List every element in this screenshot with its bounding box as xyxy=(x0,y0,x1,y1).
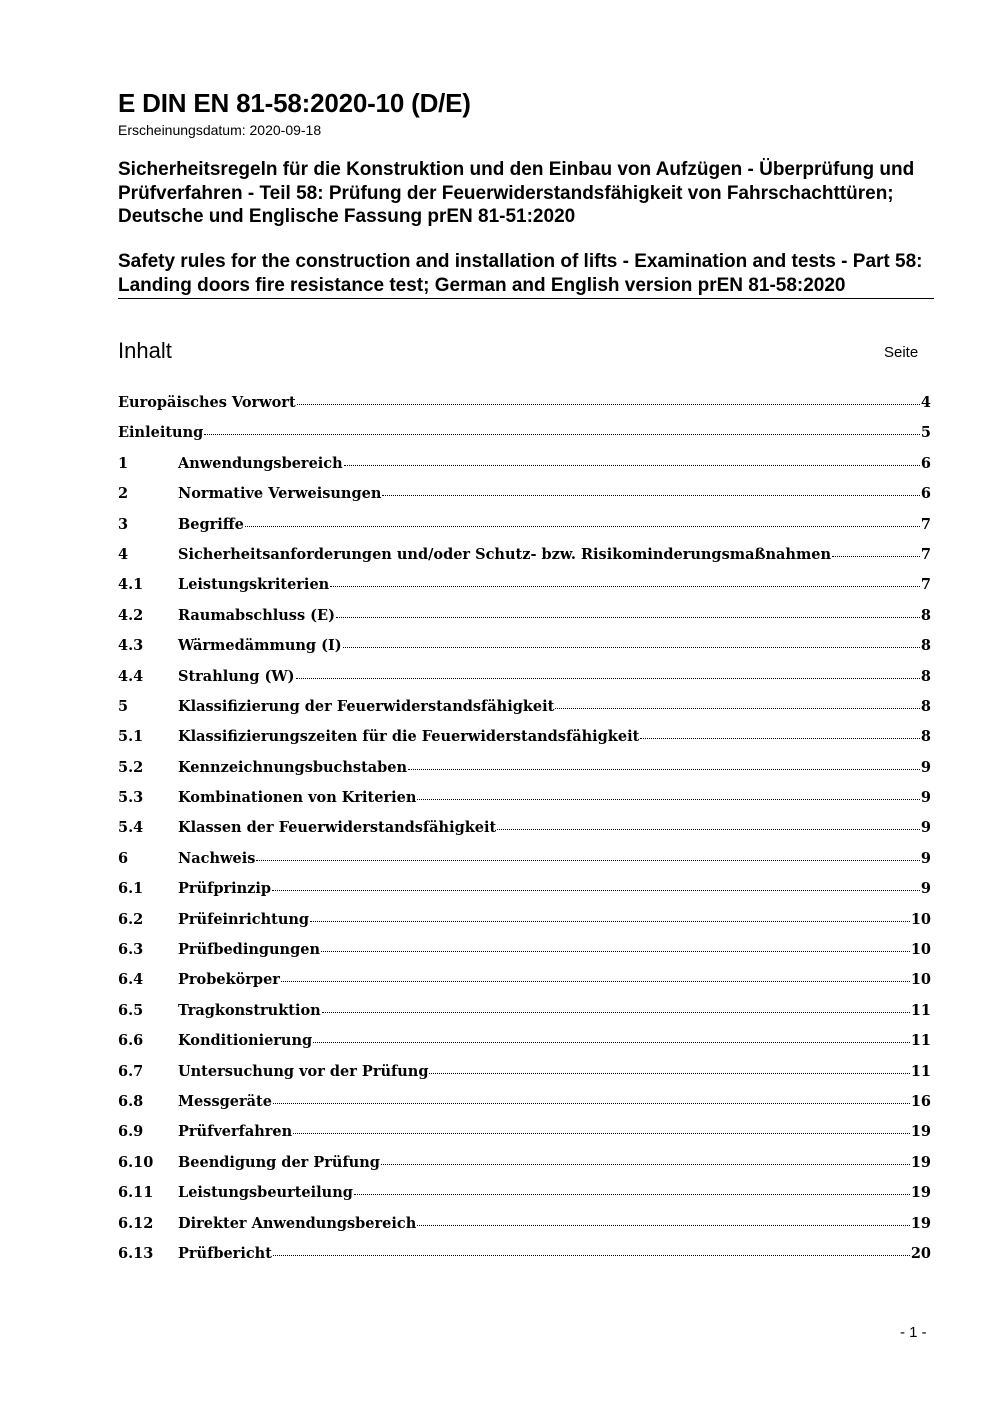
toc-dot-leader xyxy=(297,404,920,405)
toc-entry-page: 19 xyxy=(910,1184,931,1202)
toc-entry[interactable] xyxy=(118,1002,931,1032)
toc-entry[interactable] xyxy=(118,698,931,728)
toc-entry[interactable] xyxy=(118,1245,931,1275)
toc-dot-leader xyxy=(354,1194,910,1195)
toc-entry-number: 6 xyxy=(118,849,129,867)
title-german: Sicherheitsregeln für die Konstruktion und den Einbau von Aufzügen - Überprüfung und Prüfverfahren - Teil 58: Prüfung der Feuerwiderstandsfähigkeit von Fahrschachttüren; Deutsche und Englische Fassung prEN 81-51:2020 xyxy=(118,159,915,227)
toc-entry-title: Kennzeichnungsbuchstaben xyxy=(178,758,408,776)
toc-entry-page: 4 xyxy=(920,394,931,411)
toc-entry-page: 6 xyxy=(920,454,931,472)
toc-entry-page: 10 xyxy=(910,971,931,989)
toc-entry-title: Anwendungsbereich xyxy=(178,454,343,472)
toc-entry-number: 6.7 xyxy=(118,1062,144,1080)
toc-dot-leader xyxy=(296,678,920,679)
toc-entry-page: 9 xyxy=(920,849,931,867)
toc-entry-number: 5.1 xyxy=(118,728,144,746)
toc-entry-title: Raumabschluss (E) xyxy=(178,606,335,624)
title-english: Safety rules for the construction and installation of lifts - Examination and tests - Part 58: Landing doors fire resistance test; German and English version prEN 81-58:2020 xyxy=(118,251,923,296)
toc-entry[interactable] xyxy=(118,759,931,789)
toc-dot-leader xyxy=(245,526,920,527)
toc-entry-number: 6.11 xyxy=(118,1184,154,1202)
toc-dot-leader xyxy=(273,1255,910,1256)
toc-dot-leader xyxy=(429,1073,909,1074)
toc-entry[interactable] xyxy=(118,1063,931,1093)
toc-entry[interactable] xyxy=(118,1215,931,1245)
toc-page-column-label: Seite xyxy=(884,344,919,361)
toc-entry-page: 11 xyxy=(910,1062,931,1080)
toc-dot-leader xyxy=(313,1042,910,1043)
toc-entry-number: 6.13 xyxy=(118,1244,154,1262)
toc-entry-title: Tragkonstruktion xyxy=(178,1001,321,1019)
toc-entry-title: Normative Verweisungen xyxy=(178,485,382,503)
toc-entry[interactable] xyxy=(118,1032,931,1062)
toc-entry-page: 20 xyxy=(910,1244,931,1262)
toc-entry-number: 4.1 xyxy=(118,576,144,594)
toc-entry-number: 5.2 xyxy=(118,758,144,776)
toc-entry-title: Strahlung (W) xyxy=(178,667,295,685)
toc-entry-title: Wärmedämmung (I) xyxy=(178,637,342,655)
toc-entry-title: Europäisches Vorwort xyxy=(118,394,296,411)
toc-entry-title: Prüfbedingungen xyxy=(178,941,321,959)
toc-entry-number: 2 xyxy=(118,485,129,503)
toc-dot-leader xyxy=(417,799,920,800)
toc-dot-leader xyxy=(281,981,910,982)
table-of-contents xyxy=(118,394,931,1275)
toc-entry-title: Probekörper xyxy=(178,971,280,989)
toc-entry-title: Klassifizierungszeiten für die Feuerwiderstandsfähigkeit xyxy=(178,728,640,746)
toc-entry[interactable] xyxy=(118,607,931,637)
toc-entry-number: 6.10 xyxy=(118,1153,154,1171)
toc-entry-page: 8 xyxy=(920,728,931,746)
toc-dot-leader xyxy=(382,495,920,496)
toc-dot-leader xyxy=(832,556,920,557)
toc-entry-title: Beendigung der Prüfung xyxy=(178,1153,380,1171)
toc-entry-title: Untersuchung vor der Prüfung xyxy=(178,1062,429,1080)
toc-dot-leader xyxy=(330,586,920,587)
toc-entry[interactable] xyxy=(118,637,931,667)
toc-entry[interactable] xyxy=(118,941,931,971)
toc-entry-page: 16 xyxy=(910,1092,931,1110)
toc-entry-page: 9 xyxy=(920,880,931,898)
toc-dot-leader xyxy=(322,1012,910,1013)
toc-entry-title: Prüfverfahren xyxy=(178,1123,293,1141)
toc-entry-number: 5.3 xyxy=(118,789,144,807)
toc-entry[interactable] xyxy=(118,455,931,485)
toc-entry-number: 6.12 xyxy=(118,1214,154,1232)
toc-dot-leader xyxy=(343,647,920,648)
toc-entry[interactable] xyxy=(118,424,931,454)
toc-entry-page: 6 xyxy=(920,485,931,503)
document-code: E DIN EN 81-58:2020-10 (D/E) xyxy=(118,88,471,118)
title-divider xyxy=(118,298,934,299)
toc-entry[interactable] xyxy=(118,576,931,606)
toc-entry[interactable] xyxy=(118,850,931,880)
toc-dot-leader xyxy=(497,829,920,830)
toc-entry-number: 6.8 xyxy=(118,1092,144,1110)
toc-entry-number: 6.3 xyxy=(118,941,144,959)
toc-dot-leader xyxy=(310,921,910,922)
toc-entry[interactable] xyxy=(118,516,931,546)
toc-dot-leader xyxy=(293,1133,910,1134)
toc-entry[interactable] xyxy=(118,911,931,941)
publication-date: Erscheinungsdatum: 2020-09-18 xyxy=(118,122,322,138)
toc-entry[interactable] xyxy=(118,1154,931,1184)
toc-entry-number: 6.6 xyxy=(118,1032,144,1050)
toc-entry-page: 19 xyxy=(910,1123,931,1141)
toc-entry-page: 19 xyxy=(910,1214,931,1232)
toc-entry-page: 8 xyxy=(920,637,931,655)
toc-entry-number: 6.2 xyxy=(118,910,144,928)
toc-entry-number: 6.4 xyxy=(118,971,144,989)
toc-dot-leader xyxy=(204,434,920,435)
toc-dot-leader xyxy=(408,769,920,770)
toc-entry-title: Prüfprinzip xyxy=(178,880,272,898)
toc-entry-title: Messgeräte xyxy=(178,1092,272,1110)
toc-entry[interactable] xyxy=(118,485,931,515)
toc-entry[interactable] xyxy=(118,668,931,698)
toc-entry-title: Konditionierung xyxy=(178,1032,313,1050)
toc-entry[interactable] xyxy=(118,1184,931,1214)
toc-entry-page: 9 xyxy=(920,789,931,807)
toc-entry[interactable] xyxy=(118,971,931,1001)
toc-entry[interactable] xyxy=(118,880,931,910)
toc-entry-page: 11 xyxy=(910,1032,931,1050)
toc-dot-leader xyxy=(321,951,910,952)
toc-entry-page: 11 xyxy=(910,1001,931,1019)
toc-entry-title: Klassen der Feuerwiderstandsfähigkeit xyxy=(178,819,497,837)
toc-entry-page: 8 xyxy=(920,667,931,685)
toc-dot-leader xyxy=(273,1103,910,1104)
toc-entry[interactable] xyxy=(118,1093,931,1123)
toc-entry-number: 3 xyxy=(118,515,129,533)
toc-entry-page: 10 xyxy=(910,941,931,959)
toc-entry-title: Klassifizierung der Feuerwiderstandsfähigkeit xyxy=(178,697,555,715)
toc-heading: Inhalt xyxy=(118,338,172,363)
toc-entry-title: Sicherheitsanforderungen und/oder Schutz- bzw. Risikominderungsmaßnahmen xyxy=(178,545,832,563)
toc-entry-page: 7 xyxy=(920,545,931,563)
toc-entry-number: 6.9 xyxy=(118,1123,144,1141)
toc-entry-title: Leistungsbeurteilung xyxy=(178,1184,353,1202)
toc-dot-leader xyxy=(256,860,920,861)
toc-dot-leader xyxy=(417,1225,910,1226)
toc-entry[interactable] xyxy=(118,728,931,758)
toc-dot-leader xyxy=(344,465,920,466)
toc-entry-title: Kombinationen von Kriterien xyxy=(178,789,417,807)
toc-entry-title: Direkter Anwendungsbereich xyxy=(178,1214,417,1232)
toc-entry-page: 5 xyxy=(920,424,931,442)
toc-entry-page: 8 xyxy=(920,606,931,624)
toc-entry-number: 5 xyxy=(118,697,129,715)
toc-entry-page: 19 xyxy=(910,1153,931,1171)
toc-entry-title: Prüfbericht xyxy=(178,1244,272,1262)
toc-entry-number: 4.4 xyxy=(118,667,144,685)
toc-entry-title: Prüfeinrichtung xyxy=(178,910,310,928)
toc-entry-number: 5.4 xyxy=(118,819,144,837)
toc-dot-leader xyxy=(381,1164,910,1165)
toc-entry[interactable] xyxy=(118,546,931,576)
toc-entry-number: 4 xyxy=(118,545,129,563)
toc-entry-page: 9 xyxy=(920,758,931,776)
toc-entry-number: 6.5 xyxy=(118,1001,144,1019)
toc-entry-page: 7 xyxy=(920,515,931,533)
toc-entry-title: Begriffe xyxy=(178,515,244,533)
toc-dot-leader xyxy=(555,708,920,709)
toc-entry-page: 7 xyxy=(920,576,931,594)
toc-entry-title: Einleitung xyxy=(118,424,204,442)
toc-dot-leader xyxy=(640,738,920,739)
toc-entry-page: 8 xyxy=(920,697,931,715)
toc-entry-number: 4.3 xyxy=(118,637,144,655)
toc-entry-number: 6.1 xyxy=(118,880,144,898)
toc-dot-leader xyxy=(336,617,920,618)
toc-dot-leader xyxy=(272,890,920,891)
toc-entry[interactable] xyxy=(118,789,931,819)
toc-entry-number: 4.2 xyxy=(118,606,144,624)
toc-entry[interactable] xyxy=(118,819,931,849)
toc-entry[interactable] xyxy=(118,394,931,424)
toc-entry-title: Leistungskriterien xyxy=(178,576,330,594)
toc-entry[interactable] xyxy=(118,1123,931,1153)
toc-entry-number: 1 xyxy=(118,454,129,472)
toc-entry-page: 9 xyxy=(920,819,931,837)
toc-entry-page: 10 xyxy=(910,910,931,928)
page-number: - 1 - xyxy=(900,1324,927,1341)
toc-entry-title: Nachweis xyxy=(178,849,256,867)
